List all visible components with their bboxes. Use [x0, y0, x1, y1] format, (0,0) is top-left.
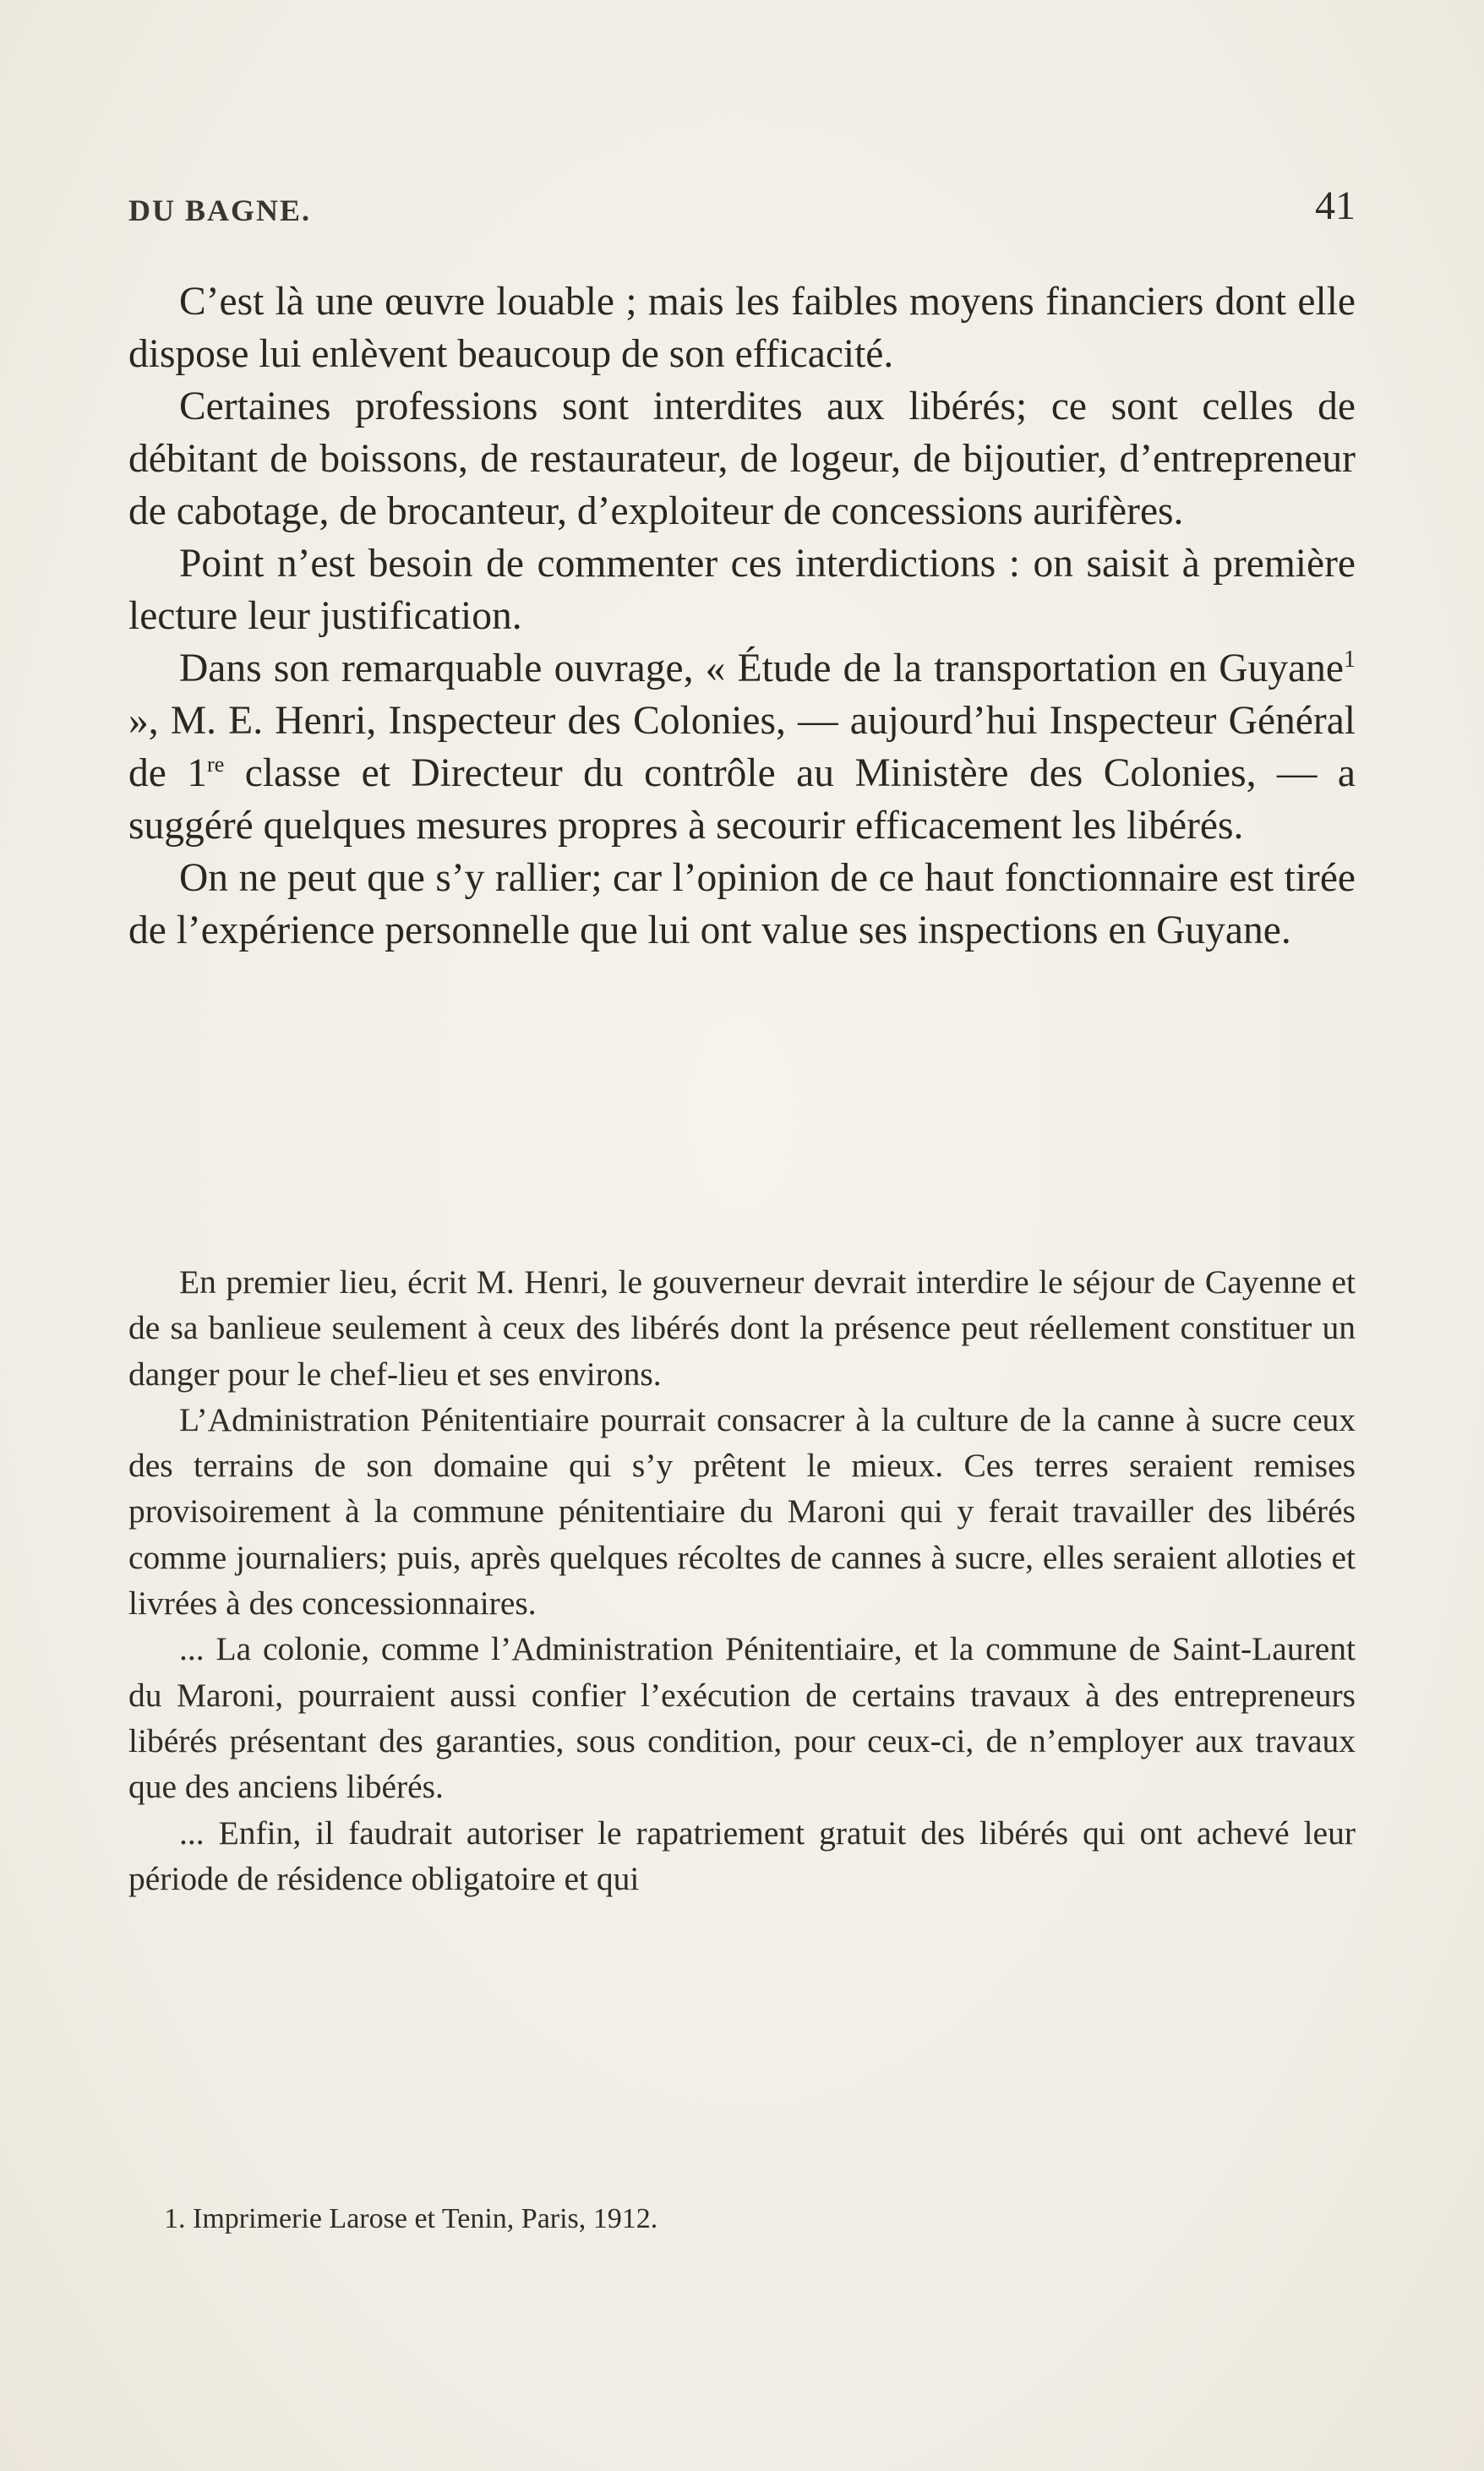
ordinal-superscript: re	[207, 752, 225, 777]
main-text	[128, 275, 1356, 957]
quote-paragraph-4: ... Enfin, il faudrait autoriser le rapatriement gratuit des libérés qui ont achevé leur période de résidence obligatoire et qui	[128, 1814, 1356, 1897]
quote-paragraph-3: ... La colonie, comme l’Administration Pénitentiaire, et la commune de Saint-Laurent du Maroni, pourraient aussi confier l’exécution de certains travaux à des entrepreneurs libérés présentant des garanties, sous condition, pour ceux-ci, de n’employer aux travaux que des anciens libérés.	[128, 1630, 1356, 1806]
paragraph-1: C’est là une œuvre louable ; mais les faibles moyens financiers dont elle dispose lui enlèvent beaucoup de son efficacité.	[128, 280, 1356, 376]
footnote-reference: 1	[1344, 646, 1356, 674]
running-head: DU BAGNE.	[128, 194, 312, 227]
footnote-text: Imprimerie Larose et Tenin, Paris, 1912.	[185, 2203, 658, 2234]
footnote-marker: 1.	[164, 2203, 186, 2234]
footnote-text-line	[128, 2201, 1356, 2238]
paragraph-4-part-a: Dans son remarquable ouvrage, « Étude de la transportation en Guyane	[179, 646, 1344, 690]
paragraph-3: Point n’est besoin de commenter ces interdictions : on saisit à première lecture leur justification.	[128, 542, 1356, 638]
paragraph-2: Certaines professions sont interdites aux libérés; ce sont celles de débitant de boissons, de restaurateur, de logeur, de bijoutier, d’entrepreneur de cabotage, de brocanteur, d’exploiteur de concessions aurifères.	[128, 385, 1356, 533]
block-quote	[128, 1259, 1356, 1901]
footnote	[128, 2201, 1356, 2238]
paragraph-4-part-c: classe et Directeur du contrôle au Ministère des Colonies, — a suggéré quelques mesures propres à secourir efficacement les libérés.	[128, 751, 1356, 848]
quote-paragraph-2: L’Administration Pénitentiaire pourrait consacrer à la culture de la canne à sucre ceux des terrains de son domaine qui s’y prêtent le mieux. Ces terres seraient remises provisoirement à la commune pénitentiaire du Maroni qui y ferait travailler des libérés comme journaliers; puis, après quelques récoltes de cannes à sucre, elles seraient alloties et livrées à des concessionnaires.	[128, 1400, 1356, 1623]
quote-paragraph-1: En premier lieu, écrit M. Henri, le gouverneur devrait interdire le séjour de Cayenne et de sa banlieue seulement à ceux des libérés dont la présence peut réellement constituer un danger pour le chef-lieu et ses environs.	[128, 1263, 1356, 1393]
paragraph-4-part-b: », M. E. Henri, Inspecteur des Colonies, — aujourd’hui Inspecteur Général de 1	[128, 699, 1356, 795]
page-number: 41	[1315, 183, 1356, 228]
page-header	[128, 183, 1356, 242]
paragraph-5: On ne peut que s’y rallier; car l’opinion de ce haut fonctionnaire est tirée de l’expérience personnelle que lui ont value ses inspections en Guyane.	[128, 856, 1356, 952]
paragraph-4	[128, 642, 1356, 852]
